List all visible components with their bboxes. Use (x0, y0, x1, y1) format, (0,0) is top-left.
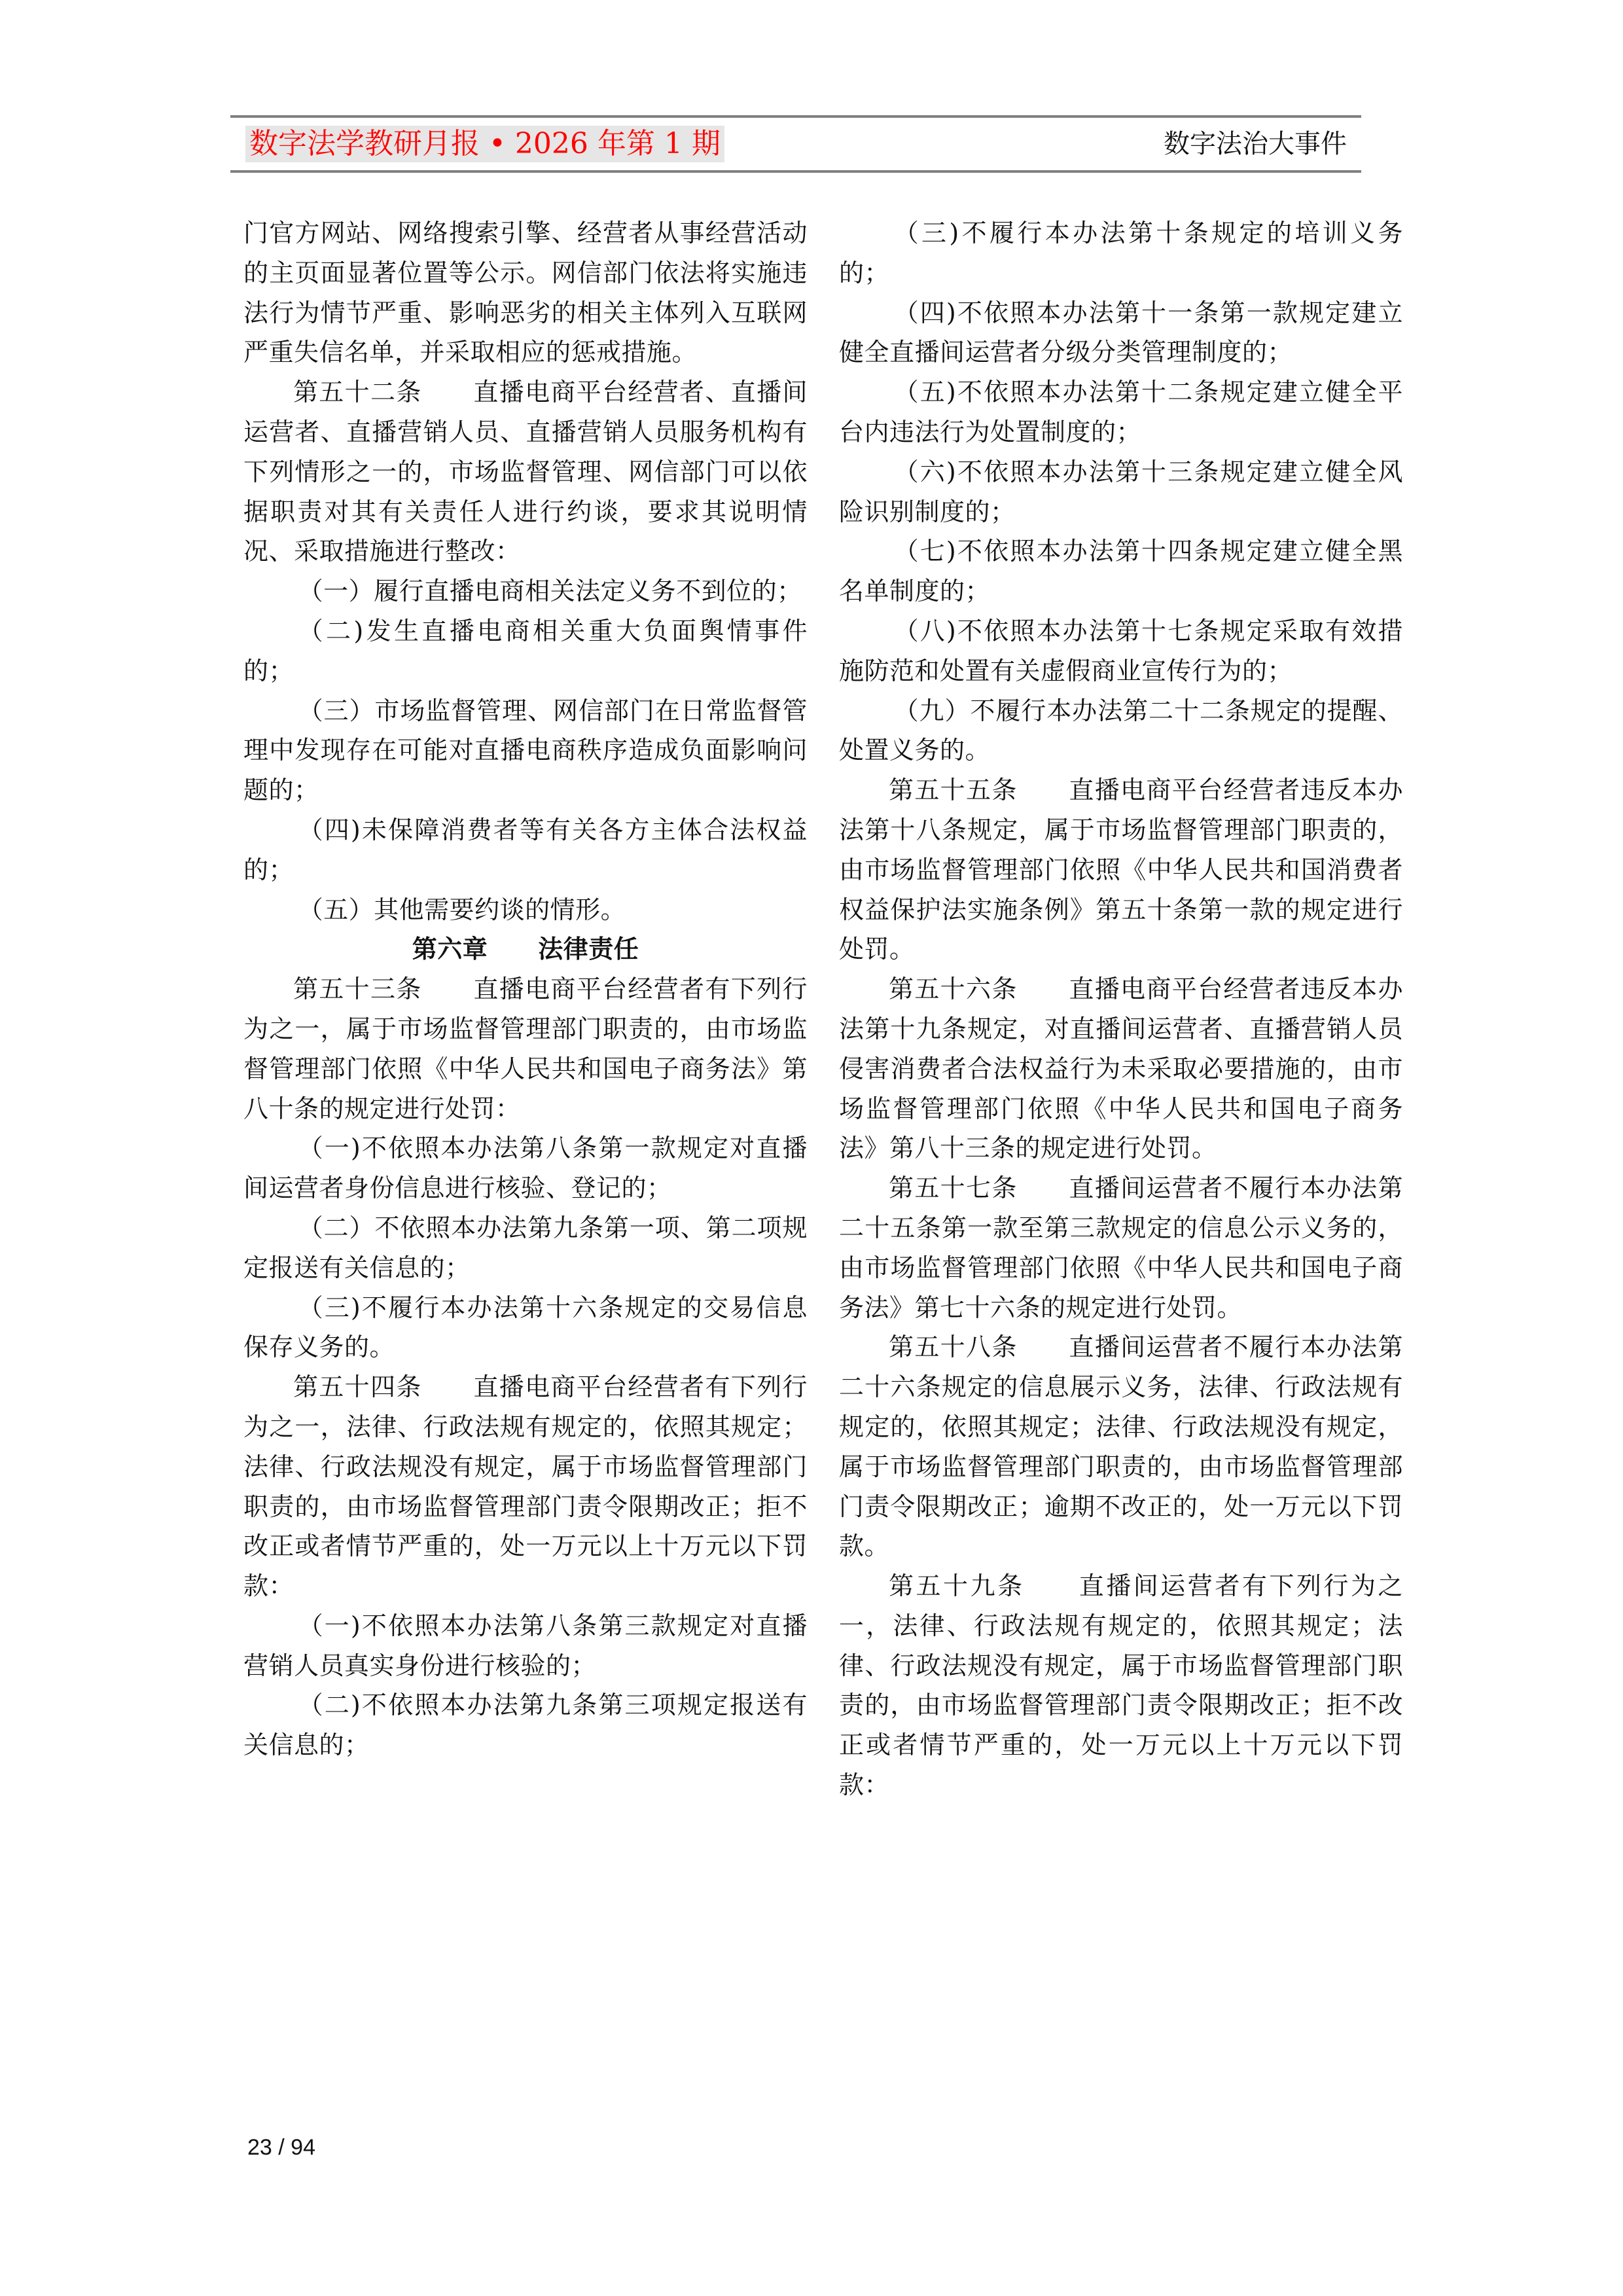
article-56 (839, 969, 1403, 1168)
list-item: （一)不依照本办法第八条第一款规定对直播间运营者身份信息进行核验、登记的； (243, 1134, 808, 1203)
right-column (839, 213, 1403, 1805)
list-item: （三）市场监督管理、网信部门在日常监督管理中发现存在可能对直播电商秩序造成负面影响问题的； (243, 696, 808, 805)
list-item: （二)不依照本办法第九条第三项规定报送有关信息的； (243, 1691, 808, 1760)
journal-title: 数字法学教研月报 • 2026 年第 1 期 (245, 126, 724, 162)
list-item: （三)不履行本办法第十条规定的培训义务的； (839, 219, 1403, 287)
article-text: 直播电商平台经营者有下列行为之一，属于市场监督管理部门职责的，由市场监督管理部门依照《中华人民共和国电子商务法》第八十条的规定进行处罚： (243, 975, 808, 1123)
article-number: 第五十五条 (889, 776, 1018, 805)
list-item: （一)不依照本办法第八条第三款规定对直播营销人员真实身份进行核验的； (243, 1611, 808, 1680)
list-item: （七)不依照本办法第十四条规定建立健全黑名单制度的； (839, 537, 1403, 606)
paragraph-continuation: 门官方网站、网络搜索引擎、经营者从事经营活动的主页面显著位置等公示。网信部门依法将实施违法行为情节严重、影响恶劣的相关主体列入互联网严重失信名单，并采取相应的惩戒措施。 (243, 219, 808, 367)
list-item: （四)未保障消费者等有关各方主体合法权益的； (243, 815, 808, 884)
list-item: （五）其他需要约谈的情形。 (298, 895, 626, 924)
list-item: （一）履行直播电商相关法定义务不到位的； (298, 577, 802, 606)
article-number: 第五十七条 (889, 1174, 1018, 1203)
article-54 (243, 1367, 808, 1606)
article-57 (839, 1168, 1403, 1327)
list-item: （九）不履行本办法第二十二条规定的提醒、处置义务的。 (839, 696, 1403, 765)
article-53 (243, 969, 808, 1128)
article-text: 直播电商平台经营者违反本办法第十八条规定，属于市场监督管理部门职责的，由市场监督管理部门依照《中华人民共和国消费者权益保护法实施条例》第五十条第一款的规定进行处罚。 (839, 776, 1403, 964)
header-top-rule (230, 115, 1361, 118)
list-item: （四)不依照本办法第十一条第一款规定建立健全直播间运营者分级分类管理制度的； (839, 298, 1403, 367)
left-column (243, 213, 808, 1765)
article-number: 第五十九条 (889, 1571, 1025, 1601)
article-number: 第五十六条 (889, 975, 1018, 1004)
article-number: 第五十三条 (293, 975, 422, 1004)
article-55 (839, 770, 1403, 969)
article-58 (839, 1327, 1403, 1566)
article-text: 直播电商平台经营者违反本办法第十九条规定，对直播间运营者、直播营销人员侵害消费者合法权益行为未采取必要措施的，由市场监督管理部门依照《中华人民共和国电子商务法》第八十三条的规定进行处罚。 (839, 975, 1403, 1163)
list-item: （二）不依照本办法第九条第一项、第二项规定报送有关信息的； (243, 1213, 808, 1282)
header-bottom-rule (230, 170, 1361, 173)
list-item: （三)不履行本办法第十六条规定的交易信息保存义务的。 (243, 1293, 808, 1362)
article-52 (243, 372, 808, 571)
list-item: （六)不依照本办法第十三条规定建立健全风险识别制度的； (839, 457, 1403, 526)
article-number: 第五十八条 (889, 1333, 1018, 1362)
article-59 (839, 1566, 1403, 1805)
article-text: 直播间运营者有下列行为之一，法律、行政法规有规定的，依照其规定；法律、行政法规没有规定，属于市场监督管理部门职责的，由市场监督管理部门责令限期改正；拒不改正或者情节严重的，处一万元以上十万元以下罚款： (839, 1571, 1403, 1800)
article-number: 第五十二条 (293, 378, 422, 407)
article-text: 直播间运营者不履行本办法第二十五条第一款至第三款规定的信息公示义务的，由市场监督管理部门依照《中华人民共和国电子商务法》第七十六条的规定进行处罚。 (839, 1174, 1403, 1322)
article-number: 第五十四条 (293, 1372, 422, 1402)
list-item: （八)不依照本办法第十七条规定采取有效措施防范和处置有关虚假商业宣传行为的； (839, 616, 1403, 685)
list-item: （二)发生直播电商相关重大负面舆情事件的； (243, 616, 808, 685)
page-number: 23 / 94 (247, 2135, 315, 2160)
article-text: 直播间运营者不履行本办法第二十六条规定的信息展示义务，法律、行政法规有规定的，依照其规定；法律、行政法规没有规定，属于市场监督管理部门职责的，由市场监督管理部门责令限期改正；逾期不改正的，处一万元以下罚款。 (839, 1333, 1403, 1561)
article-text: 直播电商平台经营者有下列行为之一，法律、行政法规有规定的，依照其规定；法律、行政法规没有规定，属于市场监督管理部门职责的，由市场监督管理部门责令限期改正；拒不改正或者情节严重的，处一万元以上十万元以下罚款： (243, 1372, 808, 1601)
section-title: 数字法治大事件 (1164, 129, 1347, 159)
article-text: 直播电商平台经营者、直播间运营者、直播营销人员、直播营销人员服务机构有下列情形之一的，市场监督管理、网信部门可以依据职责对其有关责任人进行约谈，要求其说明情况、采取措施进行整改： (243, 378, 808, 566)
chapter-heading: 第六章 法律责任 (412, 934, 639, 964)
list-item: （五)不依照本办法第十二条规定建立健全平台内违法行为处置制度的； (839, 378, 1403, 446)
